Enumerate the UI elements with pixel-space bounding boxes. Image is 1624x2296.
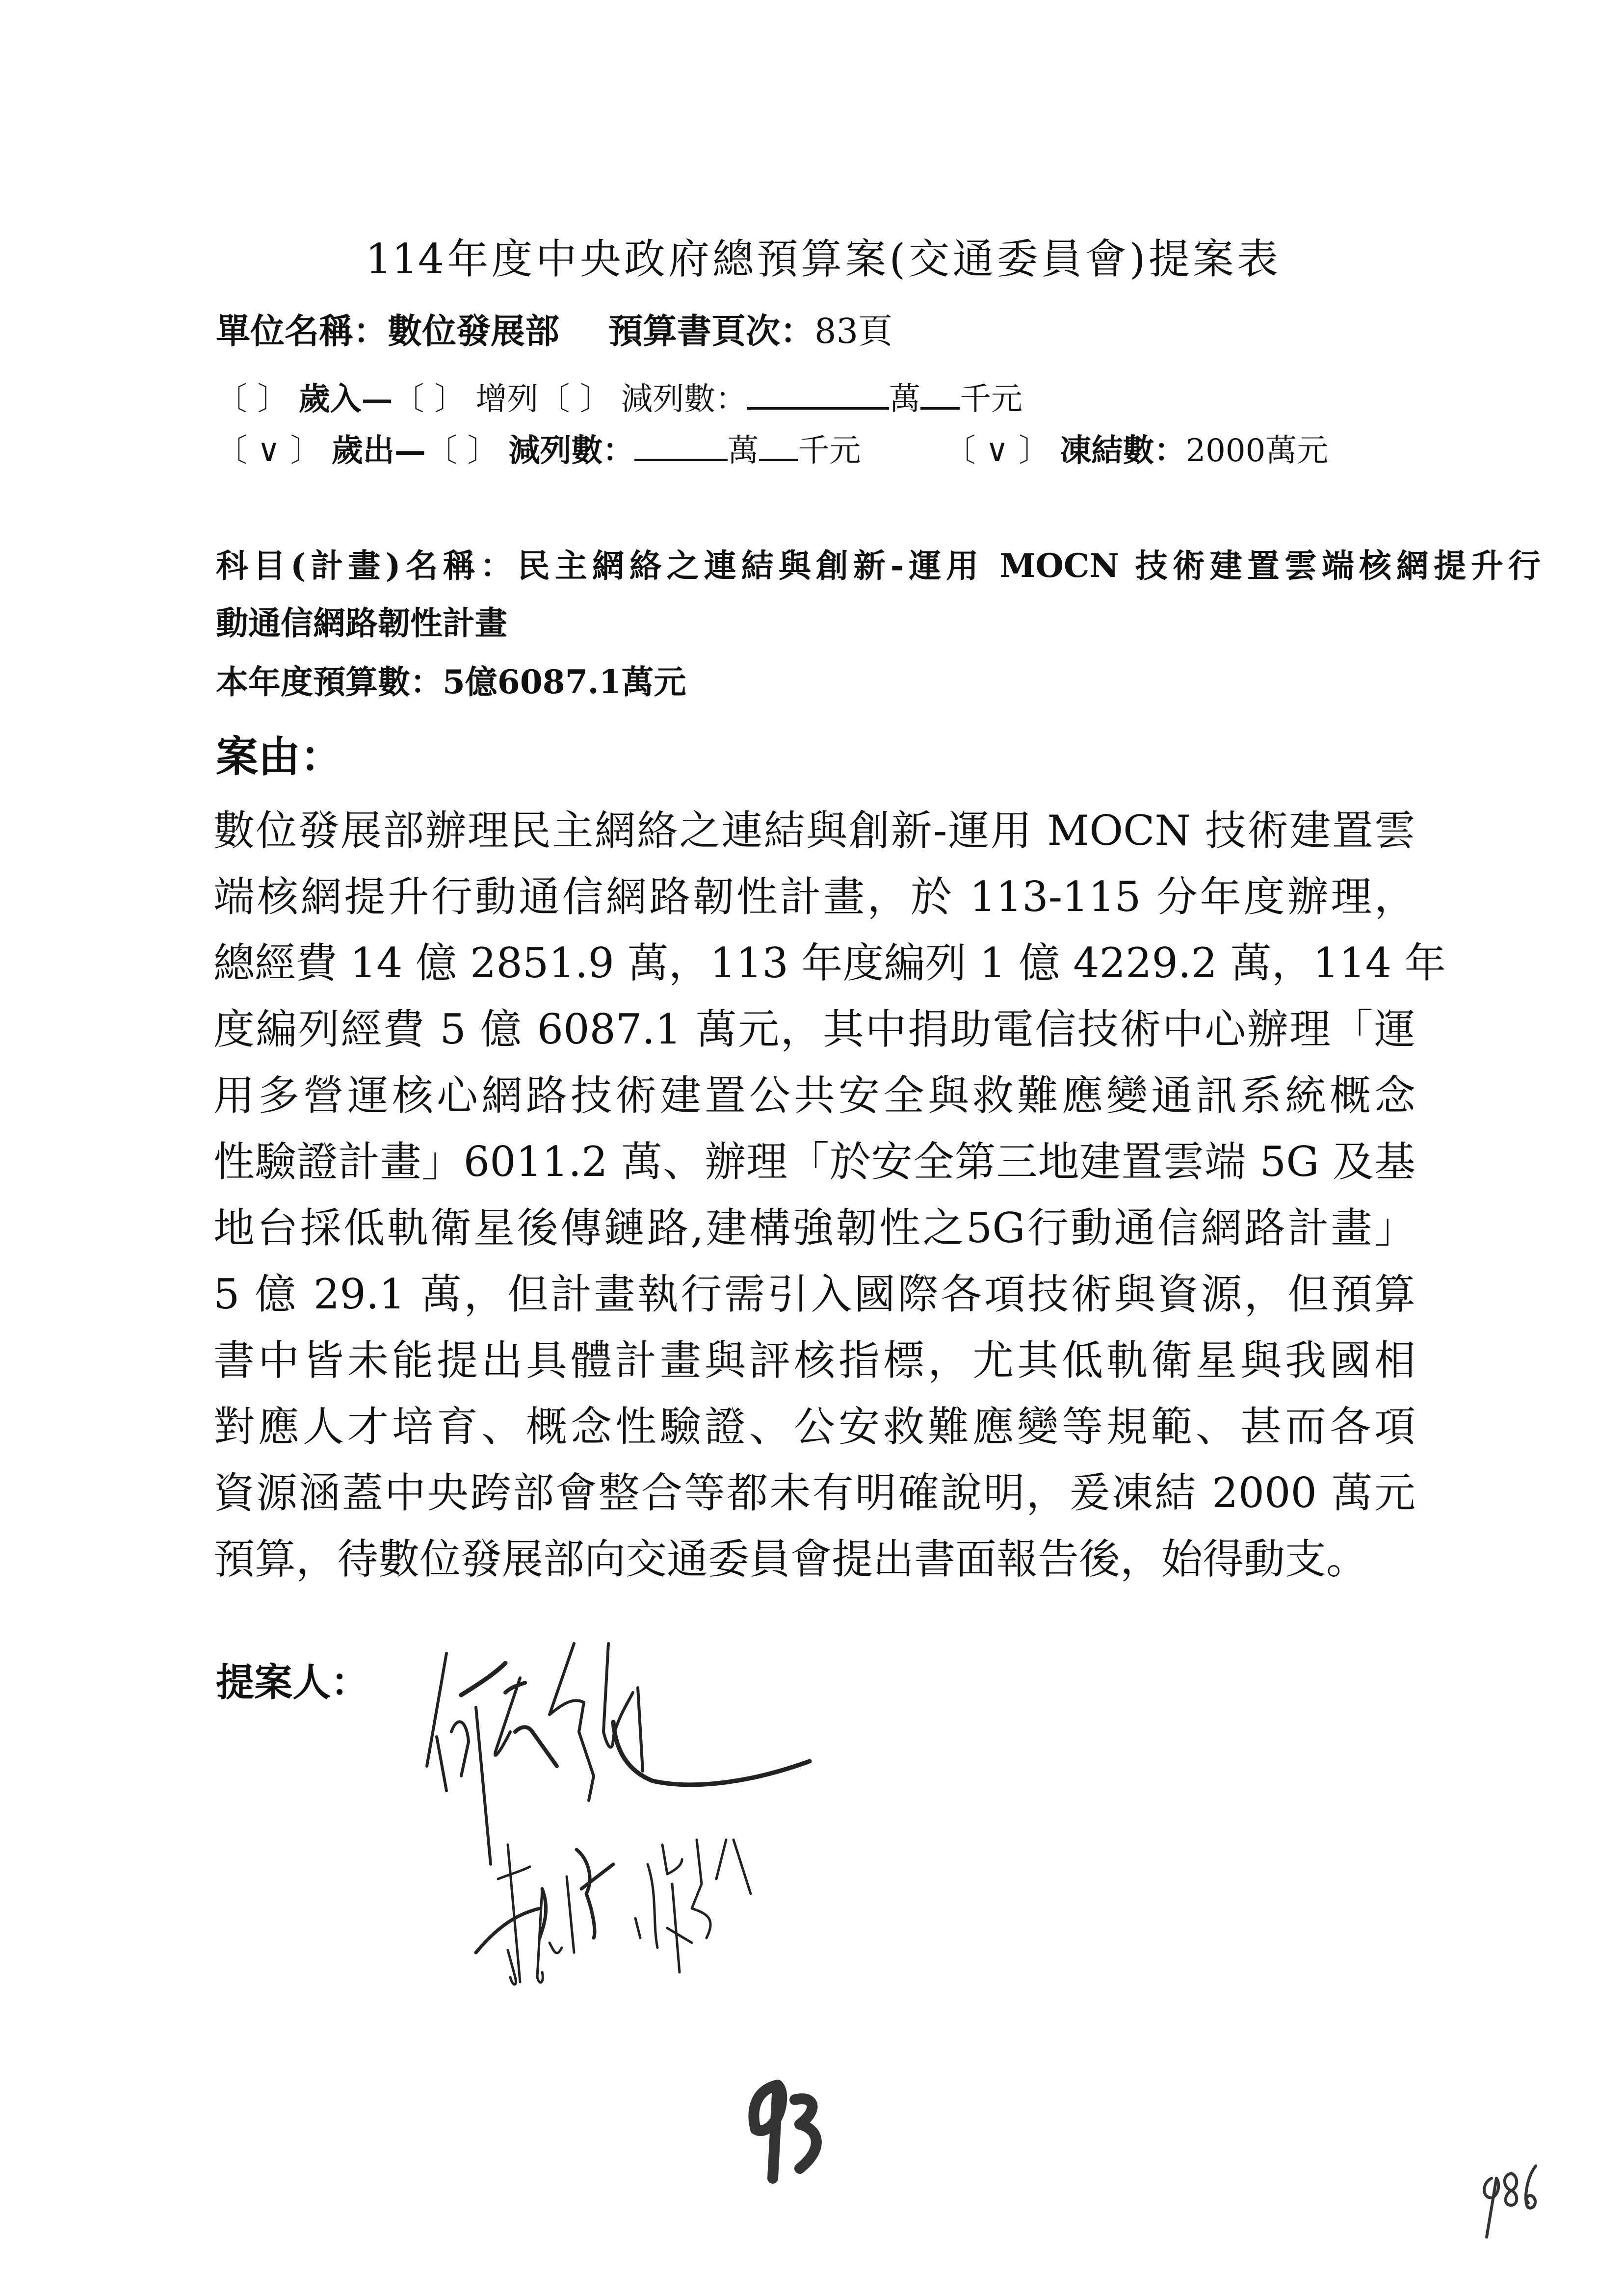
reason-line: 5 億 29.1 萬，但計畫執行需引入國際各項技術與資源，但預算 — [213, 1270, 1415, 1318]
expenditure-thousand-blank[interactable] — [759, 429, 798, 461]
reason-line: 度編列經費 5 億 6087.1 萬元，其中捐助電信技術中心辦理「運 — [213, 1005, 1415, 1053]
page-value: 83頁 — [814, 311, 893, 351]
increase-label: 增列 — [475, 381, 539, 417]
signature-primary — [422, 1634, 1011, 1840]
signature-secondary — [461, 1825, 1001, 1987]
handwritten-number-93 — [741, 2080, 839, 2193]
freeze-value: 2000萬元 — [1185, 433, 1329, 469]
thousand-unit: 千元 — [960, 381, 1023, 417]
wan-unit: 萬 — [889, 381, 921, 417]
decrease-wan-blank[interactable] — [747, 378, 889, 410]
decrease-label: 減列數： — [621, 381, 747, 417]
budget-value: 5億6087.1萬元 — [443, 663, 686, 701]
proposer-label: 提案人： — [216, 1660, 369, 1705]
form-title: 114年度中央政府總預算案(交通委員會)提案表 — [366, 235, 1278, 283]
reason-line: 端核網提升行動通信網路韌性計畫，於 113-115 分年度辦理， — [213, 873, 1415, 921]
reason-line: 用多營運核心網路技術建置公共安全與救難應變通訊系統概念 — [213, 1071, 1415, 1120]
decrease-thousand-blank[interactable] — [920, 378, 960, 410]
expenditure-thousand-unit: 千元 — [798, 433, 861, 469]
freeze-label: 凍結數： — [1060, 432, 1186, 469]
subject-line-2: 動通信網路韌性計畫 — [216, 604, 507, 642]
unit-row — [216, 309, 892, 353]
expenditure-decrease-label: 減列數： — [508, 432, 634, 469]
unit-label: 單位名稱： — [216, 311, 388, 351]
expenditure-label: 歲出— — [331, 432, 426, 469]
budget-row — [216, 660, 686, 704]
freeze-checkbox[interactable]: 〔 ∨ 〕 — [944, 433, 1050, 469]
expenditure-wan-unit: 萬 — [727, 433, 759, 469]
expenditure-decrease-checkbox[interactable]: 〔 〕 — [425, 433, 499, 469]
revenue-row — [216, 378, 1022, 420]
increase-checkbox[interactable]: 〔 〕 — [393, 381, 466, 417]
reason-title: 案由： — [216, 732, 342, 782]
page-label: 預算書頁次： — [608, 311, 814, 351]
revenue-label: 歲入— — [298, 381, 393, 417]
reason-line: 數位發展部辦理民主網絡之連結與創新-運用 MOCN 技術建置雲 — [213, 807, 1415, 855]
reason-line: 總經費 14 億 2851.9 萬，113 年度編列 1 億 4229.2 萬，114 年 — [213, 939, 1446, 987]
subject-label: 科目(計畫)名稱： — [216, 547, 518, 585]
budget-label: 本年度預算數： — [216, 663, 443, 701]
reason-line: 對應人才培育、概念性驗證、公安救難應變等規範、甚而各項 — [213, 1403, 1415, 1451]
expenditure-row — [216, 429, 1328, 471]
handwritten-page-number — [1477, 2164, 1575, 2252]
reason-line: 預算，待數位發展部向交通委員會提出書面報告後，始得動支。 — [213, 1535, 1368, 1583]
reason-line: 書中皆未能提出具體計畫與評核指標，尤其低軌衛星與我國相 — [213, 1336, 1415, 1384]
revenue-checkbox[interactable]: 〔 〕 — [216, 381, 289, 417]
subject-value-1: 民主網絡之連結與創新-運用 MOCN 技術建置雲端核網提升行 — [517, 547, 1541, 585]
reason-line: 地台採低軌衛星後傳鏈路,建構強韌性之5G行動通信網路計畫」 — [213, 1204, 1415, 1252]
expenditure-wan-blank[interactable] — [634, 429, 728, 461]
unit-value: 數位發展部 — [388, 311, 559, 351]
reason-line: 資源涵蓋中央跨部會整合等都未有明確說明，爰凍結 2000 萬元 — [213, 1469, 1415, 1517]
expenditure-checkbox[interactable]: 〔 ∨ 〕 — [216, 433, 322, 469]
reason-line: 性驗證計畫」6011.2 萬、辦理「於安全第三地建置雲端 5G 及基 — [213, 1138, 1415, 1186]
decrease-checkbox[interactable]: 〔 〕 — [538, 381, 611, 417]
subject-line-1 — [216, 544, 1541, 588]
